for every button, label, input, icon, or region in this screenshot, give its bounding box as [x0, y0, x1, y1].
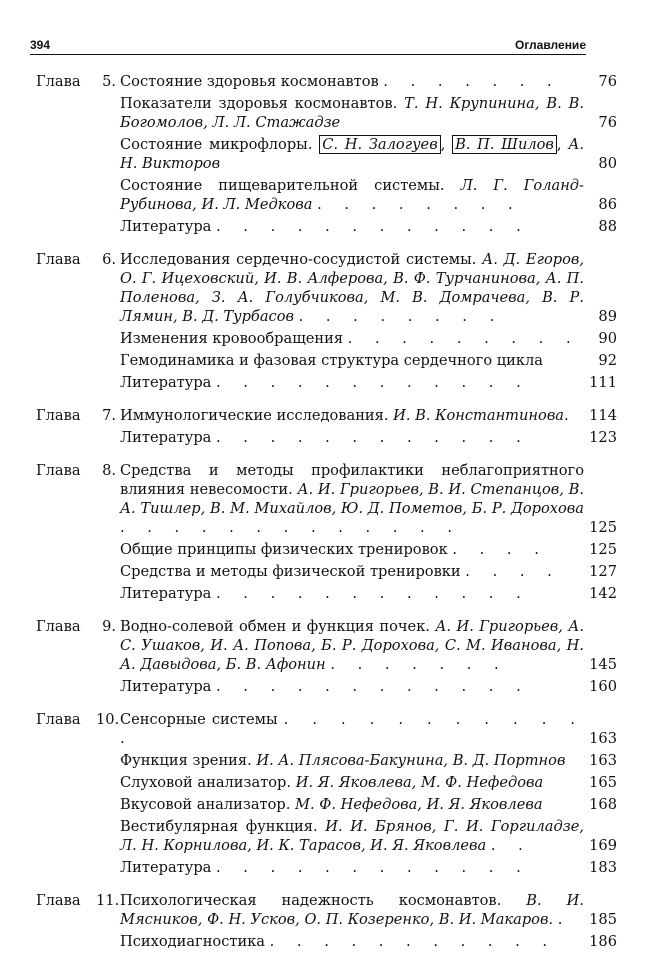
chapter-number: 7. [102, 407, 116, 424]
chapter-block [30, 250, 620, 392]
chapter-label: Глава [36, 73, 81, 90]
table-of-contents [30, 72, 620, 965]
entry-authors: А. И. Григорьев, В. И. Степанцов, В. А. Тишлер, В. М. Михайлов, Ю. Д. Пометов, Б. Р. Дорохова [120, 481, 585, 517]
toc-entry[interactable] [120, 817, 617, 855]
entry-title: Состояние микрофлоры. [120, 136, 313, 153]
toc-entry[interactable] [120, 72, 617, 91]
entry-authors: А. Д. Егоров, О. Г. Ицеховский, И. В. Алферова, В. Ф. Турчанинова, А. П. Поленова, З. А. Голубчикова, М. В. Домрачева, В. Р. Лямин, В. Д. Турбасов [120, 251, 584, 325]
toc-entry[interactable] [120, 329, 617, 348]
toc-entry[interactable] [120, 250, 617, 326]
entry-page: 186 [589, 933, 617, 950]
page-number: 394 [30, 38, 51, 52]
entry-page: 123 [589, 429, 617, 446]
entry-title: Вестибулярная функция. [120, 818, 318, 835]
chapter-label: Глава [36, 251, 81, 268]
leader-dots: . . . . . . . . . [347, 330, 580, 347]
toc-entry[interactable] [120, 584, 617, 603]
toc-entry[interactable] [120, 540, 617, 559]
chapter-block [30, 72, 620, 236]
entry-authors: И. Я. Яковлева, М. Ф. Нефедова [295, 774, 544, 791]
leader-dots: . . . . [465, 563, 561, 580]
entry-authors: И. А. Плясова-Бакунина, В. Д. Портнов [256, 752, 566, 769]
entry-page: 168 [589, 796, 617, 813]
entry-authors: М. Ф. Нефедова, И. Я. Яковлева [295, 796, 543, 813]
leader-dots: . . . . . . . . . . . . [216, 859, 530, 876]
leader-dots: . . . . . . . . [317, 196, 522, 213]
leader-dots: . . . . . . . . . . . . [120, 711, 585, 747]
boxed-author: С. Н. Залогуев [319, 135, 441, 154]
entry-page: 114 [589, 407, 617, 424]
entry-title: Сенсорные системы [120, 711, 278, 728]
leader-dots: . . . . . . . [330, 656, 508, 673]
entry-title: Гемодинамика и фазовая структура сердечного цикла [120, 352, 543, 369]
toc-entry[interactable] [120, 94, 617, 132]
toc-entry[interactable] [120, 406, 617, 425]
entry-title: Вкусовой анализатор. [120, 796, 291, 813]
page-header [30, 38, 586, 55]
toc-entry[interactable] [120, 710, 617, 748]
entry-title: Исследования сердечно-сосудистой системы. [120, 251, 477, 268]
entry-title: Состояние пищеварительной системы. [120, 177, 445, 194]
toc-entry[interactable] [120, 858, 617, 877]
entry-title: Общие принципы физических тренировок [120, 541, 448, 558]
entry-page: 89 [598, 308, 617, 325]
chapter-number: 8. [102, 462, 116, 479]
leader-dots: . . . . . . . . . . . . [216, 585, 530, 602]
toc-entry[interactable] [120, 617, 617, 674]
entry-title: Слуховой анализатор. [120, 774, 292, 791]
entry-page: 163 [589, 752, 617, 769]
entry-title: Литература [120, 429, 212, 446]
toc-entry[interactable] [120, 562, 617, 581]
entry-title: Средства и методы физической тренировки [120, 563, 461, 580]
toc-entry[interactable] [120, 795, 617, 814]
entry-page: 125 [589, 519, 617, 536]
boxed-author: В. П. Шилов [452, 135, 557, 154]
chapter-block [30, 461, 620, 603]
toc-entry[interactable] [120, 176, 617, 214]
entry-page: 90 [598, 330, 617, 347]
toc-entry[interactable] [120, 891, 617, 929]
entry-title: Психодиагностика [120, 933, 266, 950]
chapter-label: Глава [36, 892, 81, 909]
leader-dots: . . . . . . . . [298, 308, 504, 325]
leader-dots: . . . . [452, 541, 548, 558]
entry-page: 169 [589, 837, 617, 854]
entry-page: 127 [589, 563, 617, 580]
toc-entry[interactable] [120, 677, 617, 696]
entry-title: Литература [120, 218, 212, 235]
entry-page: 142 [589, 585, 617, 602]
entry-title: Литература [120, 585, 212, 602]
leader-dots: . . . . . . . [383, 73, 561, 90]
toc-entry[interactable] [120, 428, 617, 447]
entry-page: 80 [598, 155, 617, 172]
entry-authors: Л. Г. Голанд-Рубинова, И. Л. Медкова [120, 177, 584, 213]
entry-page: 125 [589, 541, 617, 558]
entry-page: 88 [598, 218, 617, 235]
entry-page: 86 [598, 196, 617, 213]
entry-page: 111 [589, 374, 617, 391]
entry-title: Иммунологические исследования. [120, 407, 389, 424]
chapter-block [30, 406, 620, 447]
chapter-number: 10. [96, 711, 120, 728]
entry-authors: А. Н. Викторов [120, 136, 585, 172]
entry-page: 163 [589, 730, 617, 747]
chapter-label: Глава [36, 462, 81, 479]
chapter-number: 11. [96, 892, 120, 909]
leader-dots: . . . . . . . . . . . . . [120, 519, 461, 536]
chapter-label: Глава [36, 407, 81, 424]
toc-entry[interactable] [120, 751, 617, 770]
entry-page: 76 [598, 114, 617, 131]
leader-dots: . . [490, 837, 532, 854]
entry-page: 145 [589, 656, 617, 673]
entry-page: 183 [589, 859, 617, 876]
entry-page: 92 [598, 352, 617, 369]
entry-authors: Т. Н. Крупинина, В. В. Богомолов, Л. Л. Стажадзе [120, 95, 584, 131]
chapter-number: 5. [102, 73, 116, 90]
entry-authors: А. И. Григорьев, А. С. Ушаков, И. А. Попова, Б. Р. Дорохова, С. М. Иванова, Н. А. Давыдова, Б. В. Афонин [120, 618, 584, 673]
entry-title: Показатели здоровья космонавтов. [120, 95, 398, 112]
entry-page: 160 [589, 678, 617, 695]
entry-title: Литература [120, 678, 212, 695]
entry-title: Функция зрения. [120, 752, 252, 769]
toc-entry[interactable]: Состояние микрофлоры. С. Н. Залогуев , В. П. Шилов , А. Н. Викторов 80 [120, 136, 617, 172]
entry-title: Литература [120, 859, 212, 876]
chapter-block [30, 891, 620, 951]
entry-page: 165 [589, 774, 617, 791]
toc-entry[interactable] [120, 373, 617, 392]
leader-dots: . . . . . . . . . . . . [216, 429, 530, 446]
toc-entry[interactable] [120, 217, 617, 236]
chapter-label: Глава [36, 618, 81, 635]
leader-dots: . . . . . . . . . . . . [216, 678, 530, 695]
entry-authors: В. И. Мясников, Ф. Н. Усков, О. П. Козеренко, В. И. Макаров. [120, 892, 584, 928]
toc-entry[interactable] [120, 461, 617, 537]
chapter-number: 9. [102, 618, 116, 635]
entry-title: Психологическая надежность космонавтов. [120, 892, 502, 909]
leader-dots: . [557, 911, 572, 928]
entry-page: 76 [598, 73, 617, 90]
entry-title: Водно-солевой обмен и функция почек. [120, 618, 430, 635]
entry-title: Состояние здоровья космонавтов [120, 73, 379, 90]
chapter-label: Глава [36, 711, 81, 728]
toc-entry[interactable] [120, 932, 617, 951]
chapter-number: 6. [102, 251, 116, 268]
chapter-block [30, 710, 620, 877]
entry-page: 185 [589, 911, 617, 928]
entry-title: Средства и методы профилактики неблагоприятного влияния невесомости. [120, 462, 584, 498]
running-title: Оглавление [515, 38, 586, 52]
toc-entry[interactable] [120, 773, 617, 792]
entry-title: Изменения кровообращения [120, 330, 344, 347]
entry-title: Литература [120, 374, 212, 391]
toc-entry[interactable] [120, 351, 617, 370]
entry-authors: И. В. Константинова. [393, 407, 569, 424]
entry-authors: И. И. Брянов, Г. И. Горгиладзе, Л. Н. Корнилова, И. К. Тарасов, И. Я. Яковлева [120, 818, 584, 854]
leader-dots: . . . . . . . . . . . . [216, 218, 530, 235]
leader-dots: . . . . . . . . . . . . [216, 374, 530, 391]
leader-dots: . . . . . . . . . . . [269, 933, 557, 950]
chapter-block [30, 617, 620, 696]
